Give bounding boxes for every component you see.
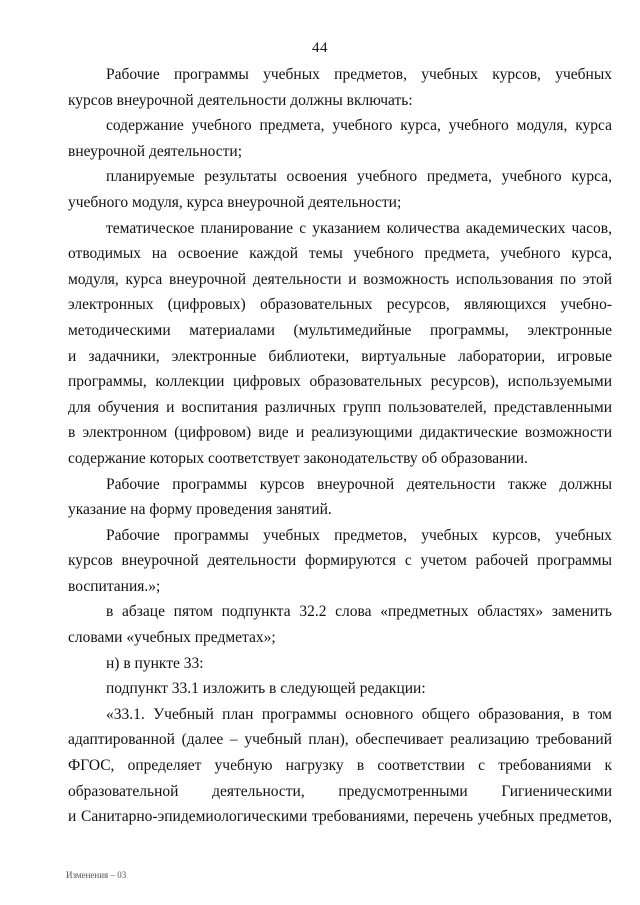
text-line: н) в пункте 33: — [106, 654, 204, 672]
text-line: модуля, курса внеурочной деятельности и возможность использования по этой — [68, 270, 612, 288]
page-number: 44 — [312, 40, 328, 56]
text-line: курсов внеурочной деятельности должны включать: — [68, 91, 413, 109]
text-line: словами «учебных предметах»; — [68, 629, 276, 647]
text-line: для обучения и воспитания различных групп пользователей, представленными — [68, 398, 612, 416]
text-line: Рабочие программы курсов внеурочной деятельности также должны — [106, 475, 612, 493]
text-line: учебного модуля, курса внеурочной деятельности; — [68, 193, 402, 211]
text-line: «33.1. Учебный план программы основного общего образования, в том — [106, 705, 612, 723]
text-line: в электронном (цифровом) виде и реализующими дидактические возможности — [68, 424, 612, 442]
document-body — [68, 62, 612, 830]
text-line: адаптированной (далее – учебный план), обеспечивает реализацию требований — [68, 731, 612, 749]
text-line: в абзаце пятом подпункта 32.2 слова «предметных областях» заменить — [106, 603, 612, 621]
text-line: методическими материалами (мультимедийные программы, электронные — [68, 321, 612, 339]
text-line: ФГОС, определяет учебную нагрузку в соответствии с требованиями к — [68, 757, 612, 775]
text-line: содержание которых соответствует законодательству об образовании. — [68, 449, 528, 467]
text-line: и Санитарно-эпидемиологическими требованиями, перечень учебных предметов, — [68, 808, 612, 826]
text-line: электронных (цифровых) образовательных ресурсов, являющихся учебно- — [68, 296, 612, 314]
text-line: внеурочной деятельности; — [68, 142, 243, 160]
text-line: программы, коллекции цифровых образовательных ресурсов), используемыми — [68, 373, 612, 391]
text-line: воспитания.»; — [68, 577, 161, 595]
text-line: тематическое планирование с указанием количества академических часов, — [106, 219, 612, 237]
text-line: подпункт 33.1 изложить в следующей редакции: — [106, 680, 426, 698]
footer-note: Изменения – 03 — [66, 870, 127, 880]
text-line: курсов внеурочной деятельности формируются с учетом рабочей программы — [68, 552, 612, 570]
text-line: отводимых на освоение каждой темы учебного предмета, учебного курса, — [68, 245, 612, 263]
text-line: указание на форму проведения занятий. — [68, 501, 332, 519]
text-line: Рабочие программы учебных предметов, учебных курсов, учебных — [106, 66, 612, 83]
text-line: Рабочие программы учебных предметов, учебных курсов, учебных — [106, 526, 612, 544]
text-line: образовательной деятельности, предусмотренными Гигиеническими — [68, 782, 612, 800]
text-line: и задачники, электронные библиотеки, виртуальные лаборатории, игровые — [68, 347, 612, 365]
text-line: содержание учебного предмета, учебного курса, учебного модуля, курса — [106, 117, 612, 135]
text-line: планируемые результаты освоения учебного предмета, учебного курса, — [106, 168, 612, 186]
